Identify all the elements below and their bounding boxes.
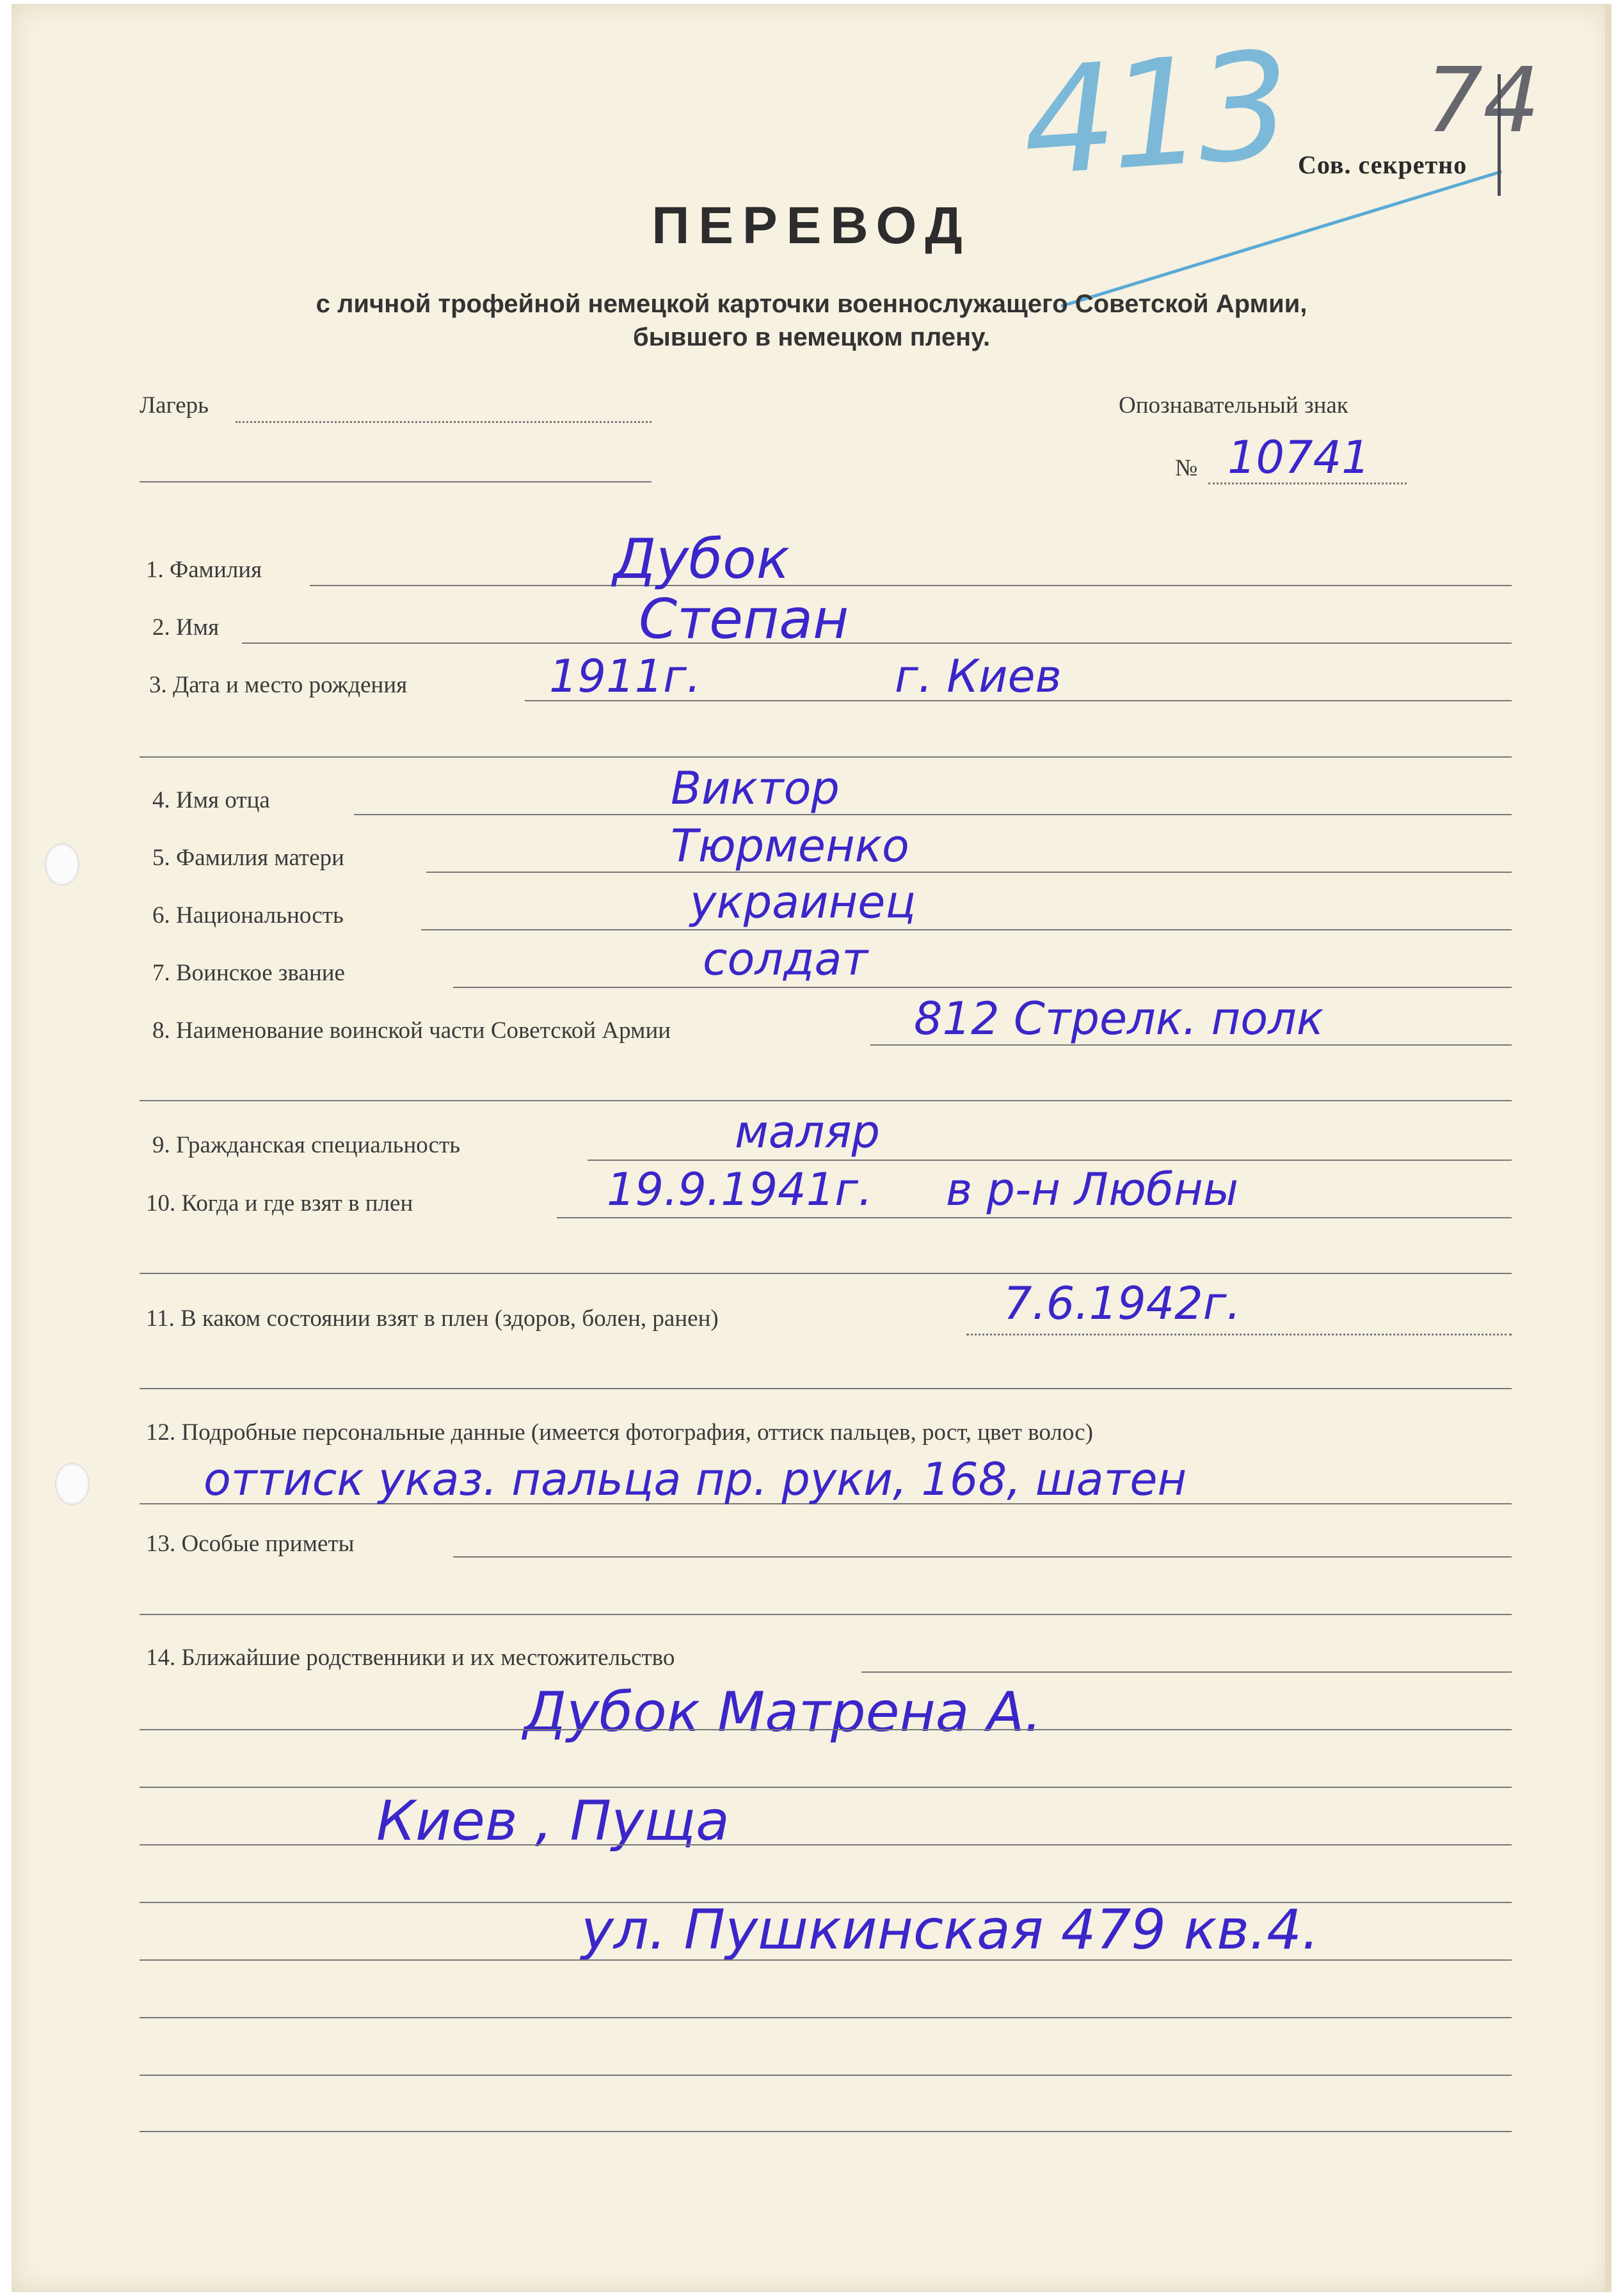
- field-2-value: Степан: [639, 587, 849, 651]
- field-11-label: 11. В каком состоянии взят в плен (здоров, болен, ранен): [146, 1305, 719, 1332]
- relatives-rule-8: [140, 2131, 1512, 2132]
- relatives-rule-5: [140, 1959, 1512, 1961]
- relatives-line-3: ул. Пушкинская 479 кв.4.: [581, 1898, 1320, 1962]
- relatives-rule-2: [140, 1787, 1512, 1788]
- field-11-value: 7.6.1942г.: [1003, 1277, 1241, 1330]
- field-1-value: Дубок: [613, 527, 790, 591]
- field-14-line: [861, 1671, 1512, 1673]
- relatives-rule-6: [140, 2017, 1512, 2018]
- field-6-label: 6. Национальность: [152, 902, 344, 929]
- document-subtitle-1: с личной трофейной немецкой карточки военнослужащего Советской Армии,: [316, 290, 1307, 318]
- field-8-value: 812 Стрелк. полк: [914, 993, 1324, 1045]
- id-number-value: 10741: [1227, 431, 1370, 484]
- camp-label: Лагерь: [140, 392, 209, 419]
- field-5-label: 5. Фамилия матери: [152, 845, 344, 871]
- pencil-page-number: 74: [1426, 49, 1540, 153]
- field-8-label: 8. Наименование воинской части Советской Армии: [152, 1017, 671, 1044]
- id-number-prefix: №: [1175, 455, 1198, 481]
- pencil-vertical-stroke: [1498, 74, 1501, 196]
- field-12-label: 12. Подробные персональные данные (имеется фотография, оттиск пальцев, рост, цвет волос): [146, 1419, 1093, 1446]
- document-title: ПЕРЕВОД: [652, 196, 971, 255]
- field-13-line-2: [140, 1614, 1512, 1615]
- relatives-line-1-rule: [140, 1729, 1512, 1730]
- punch-hole-lower: [55, 1463, 90, 1505]
- field-13-line: [453, 1556, 1512, 1558]
- punch-hole-upper: [45, 843, 79, 886]
- field-7-label: 7. Воинское звание: [152, 960, 345, 986]
- field-5-value: Тюрменко: [671, 820, 909, 872]
- relatives-rule-7: [140, 2075, 1512, 2076]
- classification-label: Сов. секретно: [1298, 150, 1467, 179]
- field-4-line: [354, 814, 1512, 815]
- field-4-value: Виктор: [671, 762, 840, 815]
- field-3-line-2: [140, 756, 1512, 758]
- field-9-label: 9. Гражданская специальность: [152, 1132, 461, 1158]
- field-2-label: 2. Имя: [152, 614, 220, 641]
- field-9-line: [588, 1160, 1512, 1161]
- field-6-value: украинец: [690, 876, 916, 929]
- blue-archive-number: 413: [1017, 20, 1290, 209]
- field-9-value: маляр: [735, 1106, 880, 1158]
- field-10-date: 19.9.1941г.: [607, 1163, 873, 1216]
- field-10-label: 10. Когда и где взят в плен: [146, 1190, 413, 1216]
- field-11-line-2: [140, 1388, 1512, 1389]
- document-subtitle-2: бывшего в немецком плену.: [632, 323, 991, 351]
- camp-line: [236, 421, 652, 423]
- field-7-value: солдат: [703, 933, 868, 985]
- field-3-label: 3. Дата и место рождения: [149, 672, 408, 698]
- document-sheet: [12, 4, 1611, 2292]
- field-2-line: [242, 642, 1512, 644]
- field-6-line: [421, 929, 1512, 930]
- camp-line-2: [140, 481, 652, 482]
- field-10-place: в р-н Любны: [946, 1163, 1238, 1216]
- field-5-line: [426, 872, 1512, 873]
- relatives-rule-3: [140, 1844, 1512, 1846]
- field-12-value: оттиск указ. пальца пр. руки, 168, шатен: [204, 1453, 1187, 1506]
- field-3-place: г. Киев: [895, 650, 1062, 703]
- field-7-line: [453, 987, 1512, 988]
- relatives-line-2: Киев , Пуща: [376, 1789, 730, 1853]
- field-10-line: [557, 1217, 1512, 1218]
- field-14-label: 14. Ближайшие родственники и их местожительство: [146, 1645, 675, 1671]
- field-4-label: 4. Имя отца: [152, 787, 270, 813]
- field-11-line: [966, 1334, 1512, 1335]
- field-8-line-2: [140, 1100, 1512, 1101]
- field-3-date: 1911г.: [549, 650, 701, 703]
- field-1-label: 1. Фамилия: [146, 557, 262, 583]
- field-13-label: 13. Особые приметы: [146, 1531, 355, 1557]
- field-10-line-2: [140, 1273, 1512, 1274]
- relatives-line-1: Дубок Матрена А.: [524, 1680, 1042, 1744]
- id-mark-label: Опознавательный знак: [1119, 392, 1348, 419]
- field-1-line: [310, 585, 1512, 586]
